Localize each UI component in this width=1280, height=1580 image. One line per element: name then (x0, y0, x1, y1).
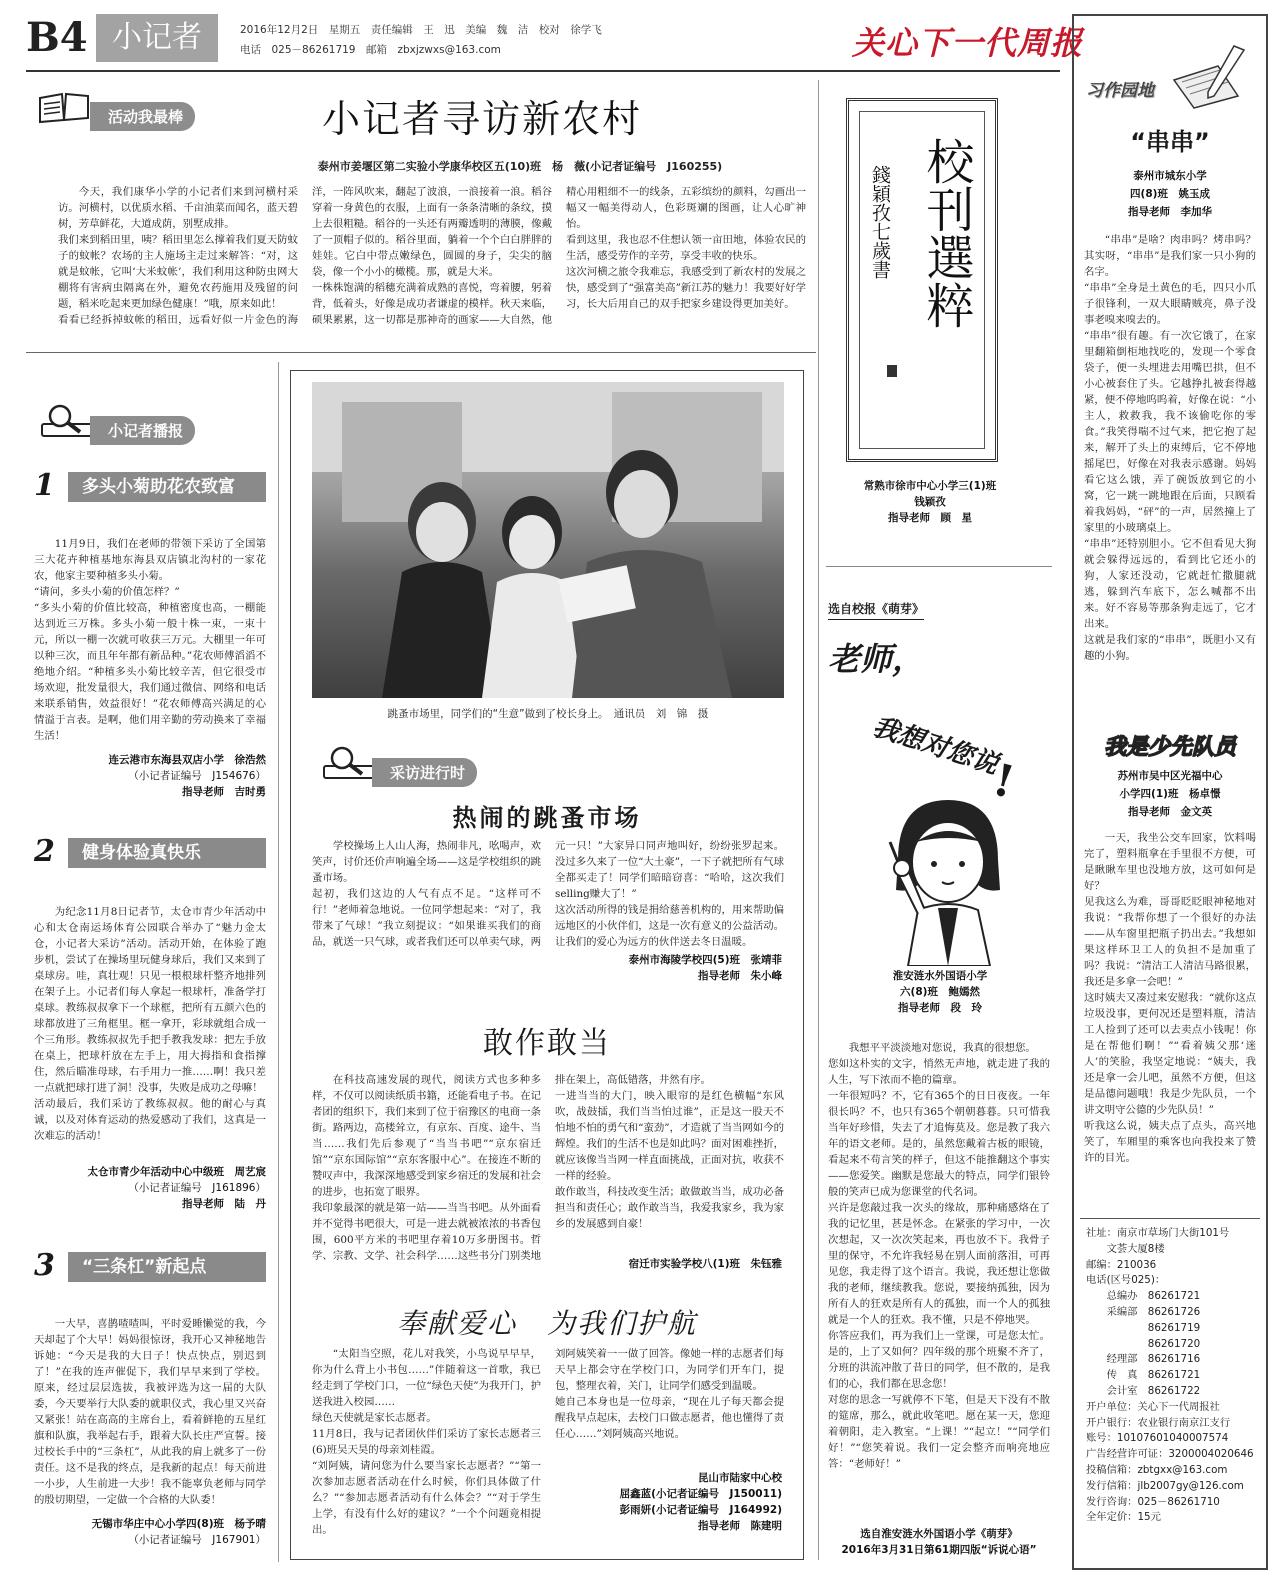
publisher-info-line: 账号：10107601040007574 (1086, 1432, 1229, 1445)
news2-teacher: 指导老师 陆 丹 (182, 1198, 266, 1210)
section-divider (26, 352, 816, 353)
magnifier-icon (36, 402, 98, 444)
love-reporter-2: 彭雨妍(小记者证编号 J164992) (619, 1504, 782, 1516)
news1-title: 多头小菊助花农致富 (68, 472, 266, 502)
main-body: 今天，我们康华小学的小记者们来到河横村采访。河横村，以优质水稻、千亩油菜而闻名，蓝天碧树，芳草鲜花，大道成荫，别墅成排。 我们来到稻田里，咦？稻田里怎么撑着我们夏天防蚊子的蚊帐？农场的主人施场主走过来解答：“对，这就是蚊帐，它叫‘大米蚊帐’，我们利用这种防虫网大棚将有害病虫隔离在外，避免农药施用及残留的问题，稻米吃起来更加绿色健康！”哦，原来如此！ 看看已经拆掉蚊帐的稻田，远看好似一片金色的海洋，一阵风吹来，翻起了波浪，一浪接着一浪。稻谷穿着一身黄色的衣服，上面有一条条清晰的条纹，摸上去很粗糙。稻谷的一头还有两瓣透明的薄膜，像戴了一顶帽子似的。稻谷里面，躺着一个个白白胖胖的娃娃。它白中带点嫩绿色，圆圆的身子，尖尖的脑袋，像一个小小的橄榄。那，就是大米。 一株株饱满的稻穗充满着成熟的喜悦，弯着腰，躬着背，低着头，好像是成功者谦虚的模样。秋天来临，硕果累累，这一切都是那神奇的画家——大自然，他精心用粗细不一的线条，五彩缤纷的颜料，勾画出一幅又一幅美得动人，色彩斑斓的图画，让人心旷神怡。 看到这里，我也忍不住想认领一亩田地，体验农民的生活，感受劳作的辛劳，享受丰收的快乐。 这次河横之旅令我难忘，我感受到了新农村的发展之快，感受到了“强富美高”新江苏的魅力！我要好好学习，长大后用自己的双手把家乡建设得更加美好。 (58, 186, 806, 326)
masthead-logo: 关心下一代周报 (852, 24, 1084, 62)
header-rule (26, 70, 1060, 72)
pioneer-school: 苏州市吴中区光福中心 (1117, 770, 1223, 782)
publisher-info-line: 邮编：210036 (1086, 1258, 1157, 1271)
teacher-piece-school: 淮安涟水外国语小学 (892, 970, 988, 982)
photo-caption: 跳蚤市场里，同学们的“生意”做到了校长身上。 通讯员 刘 锦 摄 (387, 708, 709, 720)
flea-teacher: 指导老师 朱小峰 (698, 970, 782, 982)
pioneer-author: 小学四(1)班 杨卓憬 (1119, 788, 1221, 800)
calligraphy-frame (846, 98, 998, 462)
chuanchuan-body: “串串”是啥？肉串吗？烤串吗？其实呀，“串串”是我们家一只小狗的名字。 “串串”全身是土黄色的毛，四只小爪子很锋利，一双大眼睛贼亮，鼻子没事老嗅来嗅去的。 “串串”很有趣。有一次它饿了，在家里翻箱倒柜地找吃的，发现一个零食袋子，便一头埋进去用嘴巴拱，但不小心被套住了头。它越挣扎被套得越紧，便不停地呜呜着，好像在说：“小主人，救救我，我不该偷吃你的零食。”我笑得喘不过气来，把它抱了起来，解开了头上的束缚后，它不停地摇尾巴，好像在对我表示感谢。妈妈看它这么饿，弄了碗饭放到它的小窝，它一跳一跳地跟在后面，只顾看着我妈妈，“砰”的一声，居然撞上了家里的小玻璃桌上。 “串串”还特别胆小。它不但看见大狗就会躲得远远的，看到比它还小的狗，人家还没动，它就赶忙撒腿就逃，躲到汽车底下，怎么喊都不出来。好不容易等那条狗走远了，它才出来。 这就是我们家的“串串”，既胆小又有趣的小狗。 (1084, 234, 1256, 662)
dare-school: 宿迁市实验学校八(1)班 朱钰雅 (628, 1258, 782, 1270)
publisher-info-line: 文荟大厦8楼 (1086, 1242, 1165, 1255)
publisher-info-line: 86261720 (1086, 1337, 1201, 1350)
chuanchuan-title: “串串” (1130, 128, 1210, 156)
page-number: B4 (26, 14, 88, 61)
love-teacher: 指导老师 陈建明 (698, 1520, 782, 1532)
news1-teacher: 指导老师 吉时勇 (182, 786, 266, 798)
calligraphy-author: 钱颖孜 (914, 496, 946, 508)
chuanchuan-teacher: 指导老师 李加华 (1128, 206, 1212, 218)
news2-header (34, 834, 266, 869)
teacher-piece-source: 选自淮安涟水外国语小学《萌芽》 (860, 1528, 1018, 1540)
publisher-info-line: 投稿信箱：zbtgxx@163.com (1086, 1463, 1228, 1476)
exclamation-mark-icon: ! (988, 754, 1020, 809)
section-tag-broadcast: 小记者播报 (90, 416, 195, 445)
header-contact: 电话 025－86261719 邮箱 zbxjzwxs@163.com (240, 44, 501, 56)
publisher-info-line: 总编办 86261721 (1086, 1290, 1201, 1303)
main-headline: 小记者寻访新农村 (322, 97, 643, 141)
publisher-info-line: 全年定价：15元 (1086, 1511, 1161, 1524)
news3-body: 一大早，喜鹊喳喳叫，平时爱睡懒觉的我，今天却起了个大早！妈妈很惊讶，我开心又神秘地告诉她：“今天是我的大日子！快点快点，别迟到了！”在我的连声催促下，我们早早来到了学校。原来，经过层层选拔，我被评选为这一届的大队委，今天要举行大队委的就职仪式，我心里又兴奋又紧张！站在高高的主席台上，看着鲜艳的五星红旗和队旗，我举起右手，跟着大队长庄严宣誓。接过校长手中的“三条杠”，从此我的肩上就多了一份责任。这不是我的终点，是我新的起点！每天前进一小步，人生前进一大步！我不能辜负老师与同学的殷切期望，一定做一个合格的大队委！ (34, 1318, 266, 1506)
love-school: 昆山市陆家中心校 (698, 1472, 782, 1484)
love-title: 奉献爱心 为我们护航 (396, 1307, 697, 1340)
magnifier-icon (318, 744, 380, 786)
news1-header (34, 468, 266, 503)
news3-number: 3 (34, 1248, 55, 1283)
dare-body: 在科技高速发展的现代，阅读方式也多种多样，不仅可以阅读纸质书籍，还能看电子书。在记者团的组织下，我们来到了位于宿豫区的电商一条街。路两边，高楼耸立，有京东、百度、途牛、当当……我们先后参观了“当当书吧”“京东宿迁馆”“京东国际馆”“京东客服中心”。在接连不断的赞叹声中，我深深地感受到家乡宿迁的发展和社会的进步，也拓宽了眼界。 我印象最深的就是第一站——当当书吧。从外面看并不觉得书吧很大，可是一进去就被浓浓的书香包围，600平方米的书吧里存着10万多册图书。哲学、宗教、文学、社会科学……这些书分门别类地排在架上，高低错落，井然有序。 一进当当的大门，映入眼帘的是红色横幅“东风吹，战鼓擂，我们当当怕过谁”，正是这一股天不怕地不怕的勇气和“蛮劲”，才造就了当当网如今的辉煌。我们的生活不也是如此吗？面对困难挫折，就应该像当当网一样直面挑战，正面对抗，收获不一样的经验。 敢作敢当，科技改变生活；敢做敢当当，成功必备担当和责任心；敢作敢当当，我爱我家乡，我为家乡的发展感到自豪！ (312, 1074, 784, 1262)
news2-id: （小记者证编号 J161896） (128, 1182, 266, 1194)
teacher-piece-author: 六(8)班 鲍嫣然 (900, 986, 980, 998)
news2-body: 为纪念11月8日记者节，太仓市青少年活动中心和太仓南运场体育公园联合举办了“魅力金太仓，小记者大采访”活动。活动开始，在体验了跑步机，尝试了在操场里玩健身球后，我们又来到了桌球房。哇，真壮观！只见一根根球杆整齐地排列在架子上。小记者们每人拿起一根球杆，准备学打桌球。教练叔叔拿下一个球框，把所有五颜六色的球都放进了三角框里。框一拿开，彩球就组合成一个三角形。教练叔叔先手把手教我发球：把左手放在桌上，把球杆放在左手上，用大拇指和食指撑住，然后瞄准母球，右手用力一推……啊！我只差一点就把球打进了洞！没事，失败是成功之母嘛！ 活动最后，我们采访了教练叔叔。他的耐心与真诚，以及对体育运动的热爱感动了我们，这真是一次难忘的活动！ (34, 906, 266, 1142)
pioneer-tag: 我是少先队员 (1103, 735, 1236, 760)
publisher-info-line: 开户银行：农业银行南京江支行 (1086, 1416, 1231, 1429)
section-divider (826, 566, 1052, 567)
publisher-info-line: 会计室 86261722 (1086, 1384, 1201, 1397)
teacher-piece-date: 2016年3月31日第61期四版“诉说心语” (841, 1544, 1037, 1556)
news1-id: （小记者证编号 J154676） (128, 770, 266, 782)
calligraphy-teacher: 指导老师 顾 星 (888, 512, 972, 524)
dare-title: 敢作敢当 (483, 1026, 611, 1061)
news1-body: 11月9日，我们在老师的带领下采访了全国第三大花卉种植基地东海县双店镇北沟村的一家花农，他家主要种植多头小菊。 “请问，多头小菊的价值怎样？” “多头小菊的价值比较高，种植密度也高，一棚能达到近三万株。多头小菊一般十株一束，一束十元，所以一棚一次就可收获三万元。大棚里一年可以种三次，而且年年都有新品种。”花农师傅滔滔不绝地介绍。“种植多头小菊比较辛苦，但它很受市场欢迎，批发量很大，我们通过微信、网络和电话来联系销售，效益很好！”花农师傅高兴满足的心情溢于言表。是啊，他们用辛勤的劳动换来了幸福生活！ (34, 538, 266, 742)
teacher-piece-title-2: 我想对您说 (868, 711, 1002, 781)
main-byline: 泰州市姜堰区第二实验小学康华校区五(10)班 杨 薇(小记者证编号 J160255) (317, 160, 723, 173)
column-divider-2 (818, 80, 819, 1560)
flea-title: 热闹的跳蚤市场 (452, 804, 642, 832)
notebook-pen-icon (1168, 40, 1252, 114)
publisher-info-line: 社址：南京市草场门大街101号 (1086, 1227, 1230, 1239)
sidebar-section-tag: 习作园地 (1086, 81, 1154, 101)
flea-body: 学校操场上人山人海，热闹非凡，吆喝声，欢笑声，讨价还价声响遍全场——这是学校组织的跳蚤市场。 起初，我们这边的人气有点不足。“这样可不行！”老师着急地说。一位同学想起来：“对了，我带来了气球！”我立刻提议：“如果谁买我们的商品，就送一只气球，或者我们还可以单卖气球，两元一只！”大家异口同声地叫好，纷纷张罗起来。没过多久来了一位“大土豪”，一下子就把所有气球全都买走了！同学们暗暗窃喜：“哈哈，这次我们selling赚大了！” 这次活动所得的钱是捐给慈善机构的，用来帮助偏远地区的小伙伴们，这是一次有意义的公益活动。让我们的爱心为远方的伙伴送去冬日温暖。 (312, 840, 784, 948)
header-meta: 2016年12月2日 星期五 责任编辑 王 迅 美编 魏 洁 校对 徐学飞 (240, 24, 602, 36)
news1-school: 连云港市东海县双店小学 徐浩然 (108, 754, 266, 766)
publisher-info-line: 广告经营许可证：3200004020646 (1086, 1448, 1254, 1461)
section-tag-interview: 采访进行时 (372, 758, 477, 787)
info-divider (1080, 1218, 1260, 1219)
teacher-piece-source-tag: 选自校报《萌芽》 (828, 600, 924, 620)
calligraphy-signature: 錢穎孜七歲書 (869, 165, 891, 279)
calligraphy-chars: 校刊選粹 (918, 137, 974, 329)
flea-market-photo (312, 382, 784, 698)
section-name: 小记者 (96, 14, 218, 62)
seal-icon (887, 365, 897, 377)
news3-school: 无锡市华庄中心小学四(8)班 杨予晴 (91, 1518, 266, 1530)
pioneer-teacher: 指导老师 金文英 (1128, 806, 1212, 818)
chuanchuan-author: 四(8)班 姚玉成 (1130, 188, 1210, 200)
love-reporter-1: 屈鑫蓝(小记者证编号 J150011) (619, 1488, 782, 1500)
section-tag-activity: 活动我最棒 (90, 102, 195, 131)
open-book-icon (36, 90, 92, 130)
publisher-info-line: 开户单位：关心下一代周报社 (1086, 1400, 1220, 1413)
love-body: “太阳当空照，花儿对我笑，小鸟说早早早，你为什么背上小书包……”伴随着这一首歌，我已经走到了学校门口，一位“绿色天使”为我开门，护送我进入校园…… 绿色天使就是家长志愿者。 11月8日，我与记者团伙伴们采访了家长志愿者三(6)班吴天昊的母亲刘桂霞。 “刘阿姨，请问您为什么要当家长志愿者？”“第一次参加志愿者活动在什么时候，你们具体做了什么？”“参加志愿者活动有什么体会？”“对于学生上学，有没有什么好的建议？”一个个问题竟相提出。 刘阿姨笑着一一做了回答。像她一样的志愿者们每天早上都会守在学校门口，为同学们开车门，提包，整理衣着，关门，让同学们感受到温暖。 她自己本身也是一位母亲，“现在儿子每天都会提醒我早点起床，去校门口做志愿者，他也懂得了责任心……”刘阿姨高兴地说。 (312, 1348, 784, 1536)
news2-school: 太仓市青少年活动中心中级班 周艺宸 (87, 1166, 266, 1178)
calligraphy-school: 常熟市徐市中心小学三(1)班 (863, 480, 997, 492)
teacher-piece-title-1: 老师， (828, 640, 925, 678)
column-divider (278, 362, 279, 1562)
news2-number: 2 (34, 834, 55, 869)
publisher-info (1086, 1226, 1262, 1526)
teacher-piece-teacher: 指导老师 段 玲 (898, 1002, 982, 1014)
news1-number: 1 (34, 468, 55, 503)
publisher-info-line: 采编部 86261726 (1086, 1305, 1201, 1318)
publisher-info-line: 发行信箱：jlb2007gy@126.com (1086, 1479, 1244, 1492)
news3-header (34, 1248, 266, 1283)
pioneer-body: 一天，我坐公交车回家，饮料喝完了，塑料瓶拿在手里很不方便，可是瞅瞅车里也没地方放，这可如何是好？ 见我这么为难，哥哥眨眨眼神秘地对我说：“我帮你想了一个很好的办法——从车窗里把瓶子扔出去。”我想如果这样环卫工人的负担不是加重了吗？我说：“清洁工人清洁马路很累，我还是多拿一会吧！” 这时姨夫又凑过来安慰我：“就你这点垃圾没事，更何况还是塑料瓶，清洁工人捡到了还可以去卖点小钱呢！你是在帮他们啊！”“看着姨父那‘迷人’的笑脸，我坚定地说：“姨夫，我还是拿一会儿吧，虽然不方便，但这是品德问题哦！我是少先队员，一个讲文明守公德的少先队员！” 听我这么说，姨夫点了点头，高兴地笑了，车厢里的乘客也向我投来了赞许的目光。 (1084, 832, 1256, 1164)
publisher-info-line: 传 真 86261721 (1086, 1369, 1201, 1382)
publisher-info-line: 经理部 86261716 (1086, 1353, 1201, 1366)
flea-school: 泰州市海陵学校四(5)班 张靖菲 (628, 954, 782, 966)
publisher-info-line: 86261719 (1086, 1321, 1201, 1334)
girl-illustration (858, 790, 1028, 970)
teacher-piece-body: 我想平平淡淡地对您说，我真的很想您。 您如这朴实的文字，悄然无声地，就走进了我的人生，写下浓而不艳的篇章。 一年很短吗？不，它有365个的日日夜夜。一年很长吗？不，也只有365个朝朝暮暮。只可惜我当年好珍惜，失去了才追悔莫及。您是教了我六年的语文老师。是的，虽然您戴着古板的眼镜，看起来不苟言笑的样子，但这不能推翻这个事实——您爱笑。幽默是您最大的特点，同学们银铃般的笑声已成为您课堂的代名词。 兴许是您敲过我一次头的缘故，那种痛感烙在了我的记忆里，甚是怀念。在紧张的学习中，一次次想起，又一次次笑起来，再也放不下。我骨子里的保守，不允许我轻易在别人面前落泪，可再见您，我走得了这个语言。我说，我还想让您做我的老师，继续教我。您说，要接纳孤独，因为所有人的狂欢是所有人的孤独，而一个人的孤独就是一个人的狂欢。我不懂，只是不停地哭。 你答应我们，再为我们上一堂课，可是您太忙。是的，上了又如何？四年级的那个班聚不齐了，分班的洪流冲散了昔日的同学，但不散的，是我们的心，我们都在思念您！ 对您的思念一写就停不下笔，但是天下没有不散的筵席，那么，就此收笔吧。愿在某一天，您迎着朝阳，走入教室。“上课！”“起立！”“同学们好！”“您笑着说。我们一定会整齐而响亮地应答：“老师好！” (828, 1042, 1050, 1470)
news3-id: （小记者证编号 J167901） (128, 1534, 266, 1546)
chuanchuan-school: 泰州市城东小学 (1133, 170, 1207, 182)
news2-title: 健身体验真快乐 (68, 838, 266, 868)
publisher-info-line: 电话(区号025)： (1086, 1274, 1166, 1287)
news3-title: “三条杠”新起点 (68, 1252, 266, 1282)
publisher-info-line: 发行咨询：025－86261710 (1086, 1495, 1220, 1508)
